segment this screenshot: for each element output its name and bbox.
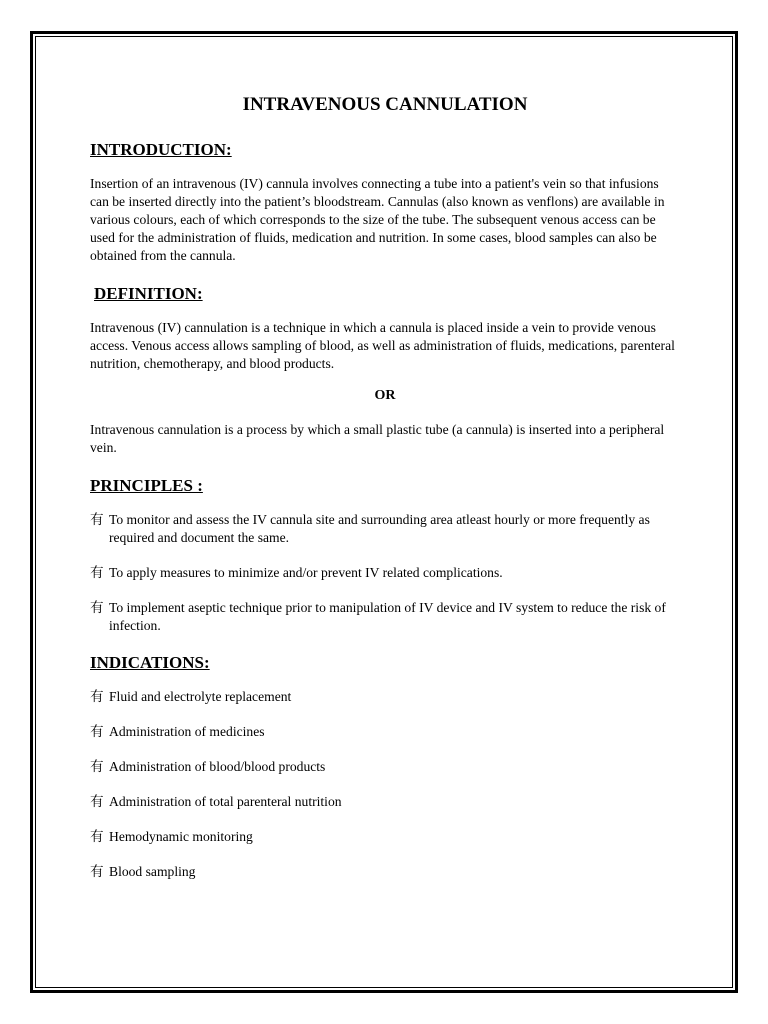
indication-item	[90, 688, 680, 706]
principle-item	[90, 511, 680, 547]
principle-item	[90, 564, 680, 582]
bullet-glyph-icon: 有	[90, 829, 104, 844]
indication-text: Hemodynamic monitoring	[109, 829, 253, 844]
bullet-glyph-icon: 有	[90, 565, 104, 580]
bullet-glyph-icon: 有	[90, 794, 104, 809]
indication-item	[90, 758, 680, 776]
principle-text: To apply measures to minimize and/or prevent IV related complications.	[109, 565, 503, 580]
definition-paragraph-1: Intravenous (IV) cannulation is a technique in which a cannula is placed inside a vein to provide venous access. Venous access allows sampling of blood, as well as administration of fluids, medications, parenteral nutrition, chemotherapy, and blood products.	[90, 320, 675, 371]
definition-or-separator: OR	[374, 388, 396, 403]
bullet-glyph-icon: 有	[90, 759, 104, 774]
principles-heading: PRINCIPLES :	[90, 476, 203, 495]
indication-item	[90, 828, 680, 846]
principle-text: To implement aseptic technique prior to manipulation of IV device and IV system to reduce the risk of infection.	[109, 600, 666, 633]
indication-text: Administration of medicines	[109, 724, 265, 739]
indication-text: Administration of total parenteral nutrition	[109, 794, 342, 809]
indication-text: Blood sampling	[109, 864, 196, 879]
introduction-heading: INTRODUCTION:	[90, 140, 232, 159]
principle-item	[90, 599, 680, 635]
bullet-glyph-icon: 有	[90, 724, 104, 739]
indication-item	[90, 793, 680, 811]
introduction-paragraph: Insertion of an intravenous (IV) cannula involves connecting a tube into a patient's vein so that infusions can be inserted directly into the patient’s bloodstream. Cannulas (also known as venflons) are available in various colours, each of which corresponds to the size of the tube. The subsequent venous access can be used for the administration of fluids, medication and nutrition. In some cases, blood samples can also be obtained from the cannula.	[90, 176, 665, 263]
bullet-glyph-icon: 有	[90, 600, 104, 615]
indications-heading: INDICATIONS:	[90, 653, 210, 672]
bullet-glyph-icon: 有	[90, 689, 104, 704]
definition-paragraph-2: Intravenous cannulation is a process by which a small plastic tube (a cannula) is inserted into a peripheral vein.	[90, 422, 665, 455]
indication-item	[90, 863, 680, 881]
document-body	[90, 93, 680, 898]
principle-text: To monitor and assess the IV cannula site and surrounding area atleast hourly or more frequently as required and document the same.	[109, 512, 650, 545]
indication-text: Administration of blood/blood products	[109, 759, 326, 774]
indication-text: Fluid and electrolyte replacement	[109, 689, 292, 704]
indication-item	[90, 723, 680, 741]
document-title: INTRAVENOUS CANNULATION	[242, 94, 528, 115]
bullet-glyph-icon: 有	[90, 864, 104, 879]
definition-heading: DEFINITION:	[94, 284, 203, 303]
bullet-glyph-icon: 有	[90, 512, 104, 527]
